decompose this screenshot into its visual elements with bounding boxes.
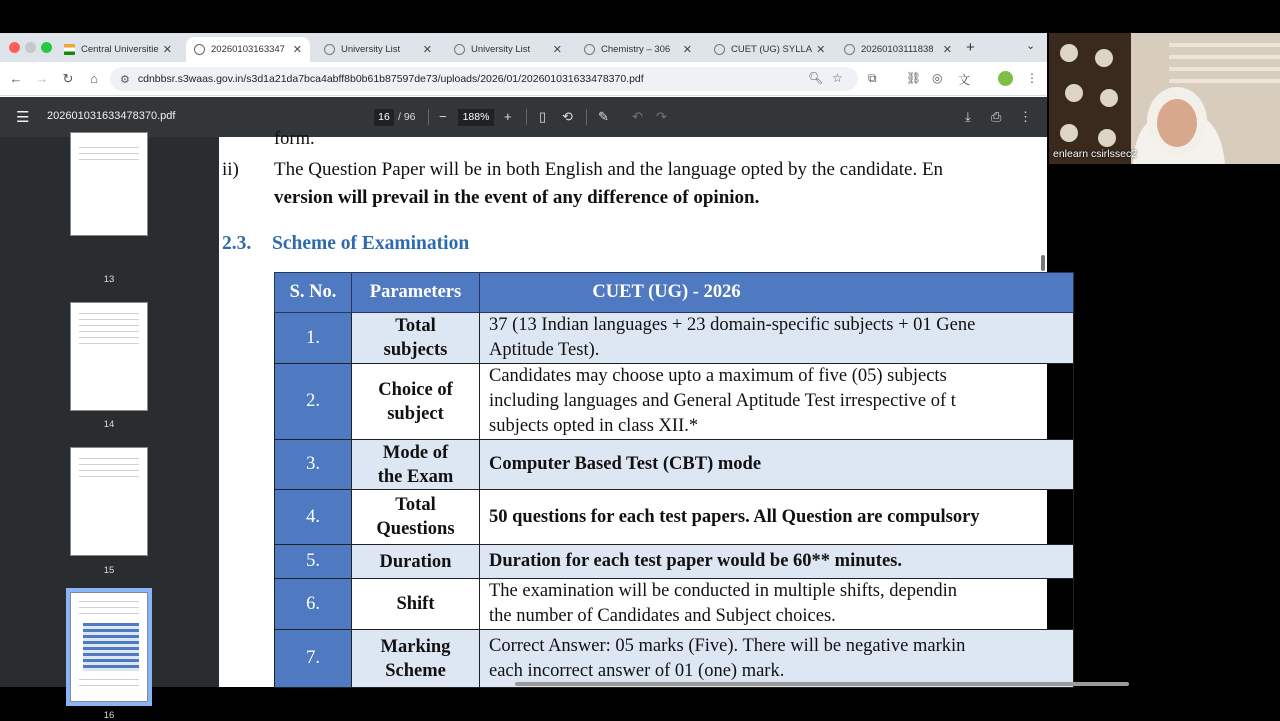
thumbnail-line (79, 313, 139, 314)
parameter-cell (352, 313, 480, 364)
page-thumbnail-13[interactable] (70, 132, 148, 236)
value-line: Aptitude Test). (489, 340, 600, 360)
close-tab-icon[interactable]: ✕ (816, 44, 826, 56)
globe-icon (324, 44, 335, 55)
thumbnail-line (79, 607, 139, 608)
table-header-row (275, 273, 1074, 313)
pdf-more-icon[interactable]: ⋮ (1019, 109, 1032, 124)
close-tab-icon[interactable]: ✕ (552, 44, 562, 56)
back-arrow-icon[interactable]: ← (9, 71, 23, 86)
parameter-line: Duration (379, 551, 452, 572)
table-row (275, 313, 1074, 364)
home-icon[interactable]: ⌂ (90, 71, 98, 86)
tab-strip (0, 33, 1047, 62)
parameter-line: Choice of (378, 379, 453, 400)
link-icon[interactable]: ⛓ (906, 71, 922, 85)
serial-number: 7. (275, 630, 352, 688)
table-row (275, 490, 1074, 545)
annotate-pen-icon[interactable]: ✎ (598, 109, 609, 124)
tab-label: University List (341, 44, 401, 55)
parameter-line: Scheme (385, 660, 446, 681)
tab-label: University List (471, 44, 531, 55)
value-cell (480, 490, 1074, 545)
parameter-line: Total (395, 495, 436, 515)
browser-window (0, 33, 1047, 721)
page-number-input[interactable]: 16 (374, 109, 394, 126)
value-line: The examination will be conducted in multiple shifts, dependin (489, 581, 958, 601)
serial-number: 5. (275, 545, 352, 579)
thumbnail-line (79, 153, 139, 154)
parameter-cell (352, 630, 480, 688)
parameter-cell (352, 364, 480, 440)
page-thumbnail-16[interactable] (70, 592, 148, 702)
chevron-down-icon[interactable]: ⌄ (1026, 40, 1036, 52)
thumbnail-label: 14 (103, 419, 115, 430)
thumbnail-line (79, 464, 139, 465)
participant-name: enlearn csirlssec2 (1053, 148, 1138, 160)
table-row (275, 440, 1074, 490)
url-text: cdnbbsr.s3waas.gov.in/s3d1a21da7bca4abff8b0b61b87597de73/uploads/2026/01/202601031633478370.pdf (137, 73, 644, 85)
tab-4[interactable] (576, 37, 700, 62)
undo-icon[interactable]: ↶ (632, 109, 643, 124)
close-tab-icon[interactable]: ✕ (682, 44, 692, 56)
thumbnail-label: 13 (103, 274, 115, 285)
thumbnail-line (79, 458, 139, 459)
section-number: 2.3. (222, 233, 252, 254)
thumbnail-line (79, 685, 139, 686)
value-cell (480, 545, 1074, 579)
parameter-cell (352, 490, 480, 545)
value-cell (480, 579, 1074, 630)
value-line: subjects opted in class XII.* (489, 416, 699, 436)
value-line: Correct Answer: 05 marks (Five). There will be negative markin (489, 635, 966, 656)
table-row (275, 364, 1074, 440)
close-tab-icon[interactable]: ✕ (942, 44, 952, 56)
site-info-icon[interactable]: ⚙ (120, 73, 130, 86)
close-tab-icon[interactable]: ✕ (162, 44, 172, 56)
thumbnail-line (79, 679, 139, 680)
reload-icon[interactable]: ↻ (62, 71, 74, 86)
table-row (275, 545, 1074, 579)
thumbnail-label: 16 (103, 710, 115, 721)
table-row (275, 630, 1074, 688)
serial-number: 4. (275, 490, 352, 545)
new-tab-button[interactable]: + (966, 39, 975, 56)
tab-6[interactable] (836, 37, 960, 62)
print-icon[interactable]: ⎙ (991, 109, 1002, 124)
parameter-cell (352, 440, 480, 490)
scheme-table (274, 272, 1074, 688)
hamburger-menu-icon[interactable]: ☰ (16, 109, 30, 126)
value-line: the number of Candidates and Subject choices. (489, 606, 836, 626)
thumbnail-line (79, 601, 139, 602)
table-row (275, 579, 1074, 630)
bookmark-star-icon[interactable]: ☆ (832, 71, 843, 85)
screenshot-icon[interactable]: ◎ (932, 71, 943, 85)
thumbnail-line (79, 319, 139, 320)
thumbnail-line (79, 147, 139, 148)
parameter-cell (352, 579, 480, 630)
column-header: CUET (UG) - 2026 (480, 273, 1074, 313)
value-cell (480, 440, 1074, 490)
column-header: S. No. (275, 273, 352, 313)
parameter-line: subject (387, 403, 444, 424)
thumbnail-line (79, 331, 139, 332)
parameter-line: Mode of (382, 442, 449, 463)
thumbnail-line (79, 159, 139, 160)
horizontal-scrollbar[interactable] (515, 682, 1129, 686)
extensions-icon[interactable]: ⧉ (868, 71, 877, 85)
close-tab-icon[interactable]: ✕ (422, 44, 432, 56)
zoom-icon[interactable]: 🔍︎ (808, 71, 824, 85)
globe-icon (584, 44, 595, 55)
toolbar-divider (586, 109, 587, 125)
cut-off-text: form. (274, 129, 315, 149)
zoom-in-icon[interactable]: + (504, 109, 512, 124)
page-thumbnail-15[interactable] (70, 447, 148, 556)
tab-label: Central Universitie (81, 44, 159, 55)
maximize-window-button[interactable] (41, 42, 52, 53)
globe-icon (844, 44, 855, 55)
value-line: Duration for each test paper would be 60** minutes. (489, 551, 902, 571)
parameter-line: Shift (396, 594, 435, 614)
webcam-feed (1049, 33, 1280, 164)
thumbnail-line (79, 343, 139, 344)
zoom-out-icon[interactable]: − (439, 109, 447, 124)
value-cell (480, 364, 1074, 440)
pdf-toolbar (0, 97, 1047, 137)
forward-arrow-icon[interactable]: → (35, 71, 49, 86)
value-line: each incorrect answer of 01 (one) mark. (489, 660, 785, 681)
fit-page-icon[interactable]: ▯ (539, 109, 547, 124)
webcam-video (1049, 33, 1280, 164)
thumbnail-line (79, 337, 139, 338)
column-header: Parameters (352, 273, 480, 313)
tab-1[interactable] (186, 37, 310, 62)
profile-avatar[interactable] (998, 71, 1013, 86)
parameter-line: Total (395, 316, 436, 336)
value-cell (480, 630, 1074, 688)
tab-0[interactable] (56, 37, 180, 62)
rotate-icon[interactable]: ⟲ (562, 109, 573, 124)
value-line: 37 (13 Indian languages + 23 domain-specific subjects + 01 Gene (489, 315, 976, 335)
close-tab-icon[interactable]: ✕ (292, 44, 302, 56)
parameter-line: subjects (383, 340, 448, 360)
thumbnail-label: 15 (103, 565, 115, 576)
tab-2[interactable] (316, 37, 440, 62)
page-thumbnail-14[interactable] (70, 302, 148, 411)
vertical-scrollbar[interactable] (1041, 255, 1045, 271)
thumbnail-line (79, 470, 139, 471)
toolbar-divider (428, 109, 429, 125)
translate-icon[interactable]: 文 (958, 73, 971, 87)
value-line: including languages and General Aptitude Test irrespective of t (489, 391, 956, 411)
tab-label: Chemistry – 306 (601, 44, 671, 55)
thumbnail-line (79, 476, 139, 477)
minimize-window-button[interactable] (25, 42, 36, 53)
download-icon[interactable]: ⤓ (965, 109, 971, 124)
parameter-line: Questions (376, 519, 455, 539)
globe-icon (714, 44, 725, 55)
paragraph-line-bold: version will prevail in the event of any difference of opinion. (274, 187, 760, 208)
parameter-line: Marking (380, 636, 451, 657)
globe-icon (194, 44, 205, 55)
serial-number: 3. (275, 440, 352, 490)
thumbnail-sidebar[interactable] (0, 137, 219, 721)
thumbnail-line (79, 613, 139, 614)
section-title: Scheme of Examination (272, 233, 470, 254)
parameter-line: the Exam (377, 466, 454, 487)
pdf-page (219, 129, 1047, 687)
value-line: 50 questions for each test papers. All Question are compulsory (489, 506, 980, 527)
globe-icon (454, 44, 465, 55)
value-line: Computer Based Test (CBT) mode (489, 454, 762, 474)
india-flag-icon (64, 44, 75, 55)
serial-number: 2. (275, 364, 352, 440)
serial-number: 6. (275, 579, 352, 630)
thumbnail-table (83, 623, 139, 671)
thumbnail-line (79, 325, 139, 326)
serial-number: 1. (275, 313, 352, 364)
value-cell (480, 313, 1074, 364)
page-total: / 96 (398, 111, 416, 123)
tab-label: 20260103163347 (211, 44, 285, 55)
close-window-button[interactable] (9, 42, 20, 53)
tab-3[interactable] (446, 37, 570, 62)
zoom-level-input[interactable]: 188% (458, 109, 494, 126)
value-line: Candidates may choose upto a maximum of five (05) subjects (489, 366, 947, 386)
toolbar-divider (526, 109, 527, 125)
tab-label: 20260103111838 (861, 44, 934, 55)
browser-toolbar (0, 62, 1047, 96)
list-marker: ii) (222, 159, 239, 180)
paragraph-line: The Question Paper will be in both English and the language opted by the candidate. En (274, 159, 944, 180)
parameter-cell (352, 545, 480, 579)
tab-label: CUET (UG) SYLLA (731, 44, 813, 55)
tab-5[interactable] (706, 37, 830, 62)
pdf-filename: 202601031633478370.pdf (47, 110, 176, 122)
browser-menu-icon[interactable]: ⋮ (1026, 71, 1038, 85)
address-bar[interactable] (110, 67, 858, 91)
redo-icon[interactable]: ↷ (656, 109, 667, 124)
